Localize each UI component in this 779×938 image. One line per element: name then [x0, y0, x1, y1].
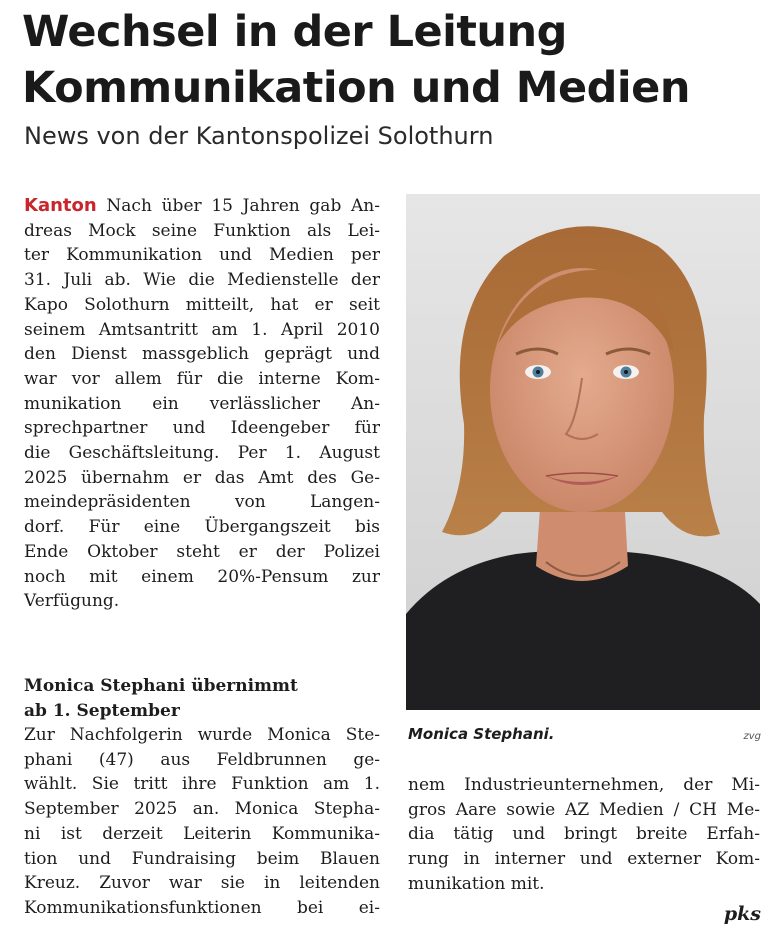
body-line: September 2025 an. Monica Stepha- [24, 799, 380, 820]
photo-caption: Monica Stephani. [408, 725, 555, 743]
body-line: Kreuz. Zuvor war sie in leitenden [24, 873, 380, 894]
body-column-right [408, 773, 760, 897]
intro-line: den Dienst massgeblich geprägt und [24, 344, 380, 365]
body-line: Kommunikationsfunktionen bei ei- [24, 897, 380, 918]
headline-line-1: Wechsel in der Leitung [22, 7, 567, 57]
intro-line: die Geschäftsleitung. Per 1. August [24, 443, 380, 464]
portrait-photo [406, 194, 760, 710]
body-line: phani (47) aus Feldbrunnen ge- [24, 749, 380, 770]
body-line: Zur Nachfolgerin wurde Monica Ste- [24, 725, 380, 745]
intro-line: Kapo Solothurn mitteilt, hat er seit [24, 294, 380, 315]
dateline: Kanton [24, 195, 97, 216]
portrait-illustration [406, 194, 760, 710]
author-signature: pks [723, 903, 761, 925]
intro-line: 2025 übernahm er das Amt des Ge- [24, 467, 380, 488]
intro-line: dreas Mock seine Funktion als Lei- [24, 220, 380, 241]
photo-credit: zvg [743, 731, 761, 742]
headline-line-2: Kommunikation und Medien [22, 63, 690, 113]
body-line: tion und Fundraising beim Blauen [24, 848, 380, 869]
body-line: gros Aare sowie AZ Medien / CH Me- [408, 799, 760, 820]
intro-line [24, 194, 380, 219]
body-line: wählt. Sie tritt ihre Funktion am 1. [24, 774, 380, 795]
intro-line: war vor allem für die interne Kom- [24, 368, 380, 389]
intro-line: munikation ein verlässlicher An- [24, 393, 380, 414]
intro-line: ter Kommunikation und Medien per [24, 245, 380, 266]
intro-column [24, 194, 380, 614]
subtitle: News von der Kantonspolizei Solothurn [24, 122, 494, 150]
body-column-left [24, 723, 380, 921]
intro-line: dorf. Für eine Übergangszeit bis [24, 517, 380, 538]
intro-line: noch mit einem 20%-Pensum zur [24, 566, 380, 587]
body-line: rung in interner und externer Kom- [408, 849, 760, 870]
body-line: nem Industrieunternehmen, der Mi- [408, 775, 760, 795]
body-line: ni ist derzeit Leiterin Kommunika- [24, 823, 380, 844]
intro-line: seinem Amtsantritt am 1. April 2010 [24, 319, 380, 340]
body-line: dia tätig und bringt breite Erfah- [408, 824, 760, 845]
intro-line: Ende Oktober steht er der Polizei [24, 541, 380, 562]
intro-first-line: Nach über 15 Jahren gab An- [106, 196, 380, 216]
intro-line: 31. Juli ab. Wie die Medienstelle der [24, 270, 380, 291]
intro-line: sprechpartner und Ideengeber für [24, 418, 380, 439]
subheading-line-2: ab 1. September [24, 701, 180, 721]
subheading-line-1: Monica Stephani übernimmt [24, 676, 298, 696]
body-line: munikation mit. [408, 873, 545, 894]
intro-line: meindepräsidenten von Langen- [24, 492, 380, 513]
subheading [24, 674, 380, 724]
headline [22, 4, 762, 116]
intro-line: Verfügung. [24, 591, 120, 612]
